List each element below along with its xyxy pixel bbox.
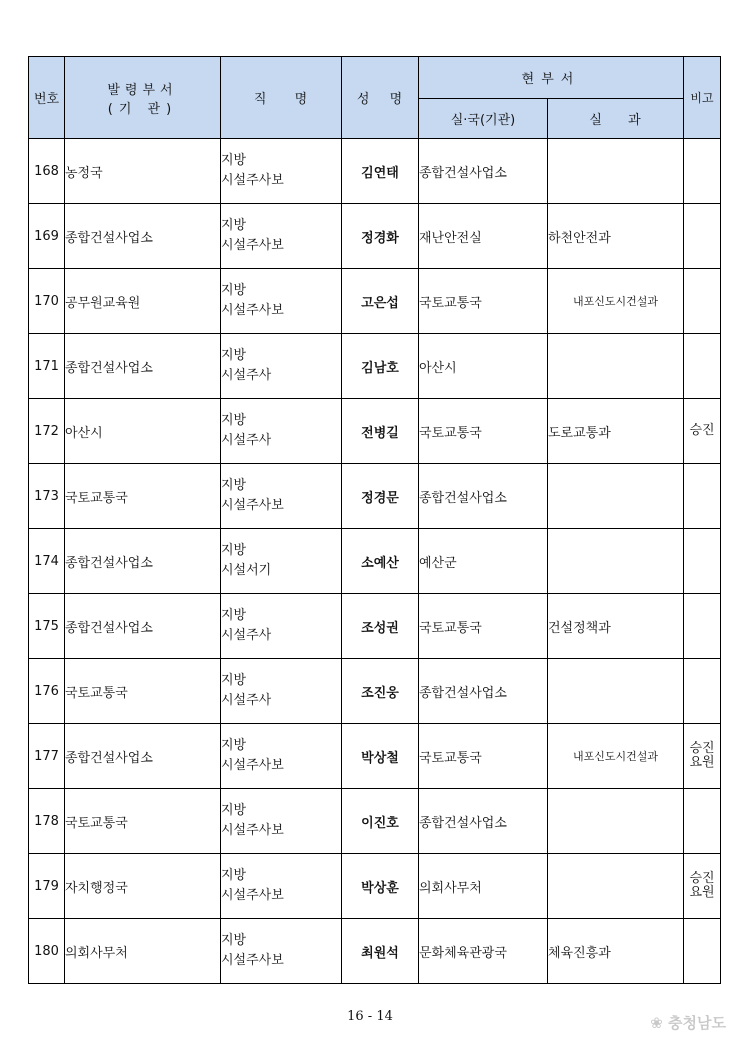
issuing-dept bbox=[65, 464, 221, 529]
position-title bbox=[221, 204, 342, 269]
issuing-dept bbox=[65, 854, 221, 919]
position-line2: 시설주사 bbox=[221, 433, 272, 448]
issuing-dept-text: 아산시 bbox=[65, 425, 103, 441]
current-office-text: 국토교통국 bbox=[419, 620, 482, 636]
position-line1: 지방 bbox=[221, 478, 247, 493]
note bbox=[684, 269, 721, 334]
current-division-text: 건설정책과 bbox=[548, 620, 611, 636]
person-name: 전병길 bbox=[342, 399, 419, 464]
header-name: 성 명 bbox=[342, 57, 419, 139]
issuing-dept-text: 종합건설사업소 bbox=[65, 750, 153, 766]
person-name: 소예산 bbox=[342, 529, 419, 594]
position-title bbox=[221, 529, 342, 594]
row-number: 171 bbox=[29, 334, 65, 399]
current-division bbox=[548, 789, 684, 854]
issuing-dept bbox=[65, 594, 221, 659]
current-division-text: 내포신도시건설과 bbox=[572, 295, 658, 308]
note-line1: 승진 bbox=[689, 423, 715, 438]
row-number: 178 bbox=[29, 789, 65, 854]
position-line2: 시설주사보 bbox=[221, 498, 284, 513]
current-division-text: 하천안전과 bbox=[548, 230, 611, 246]
current-division bbox=[548, 334, 684, 399]
current-office-text: 종합건설사업소 bbox=[419, 165, 507, 181]
issuing-dept bbox=[65, 724, 221, 789]
position-title bbox=[221, 919, 342, 984]
current-office-text: 아산시 bbox=[419, 360, 457, 376]
header-office: 실·국(기관) bbox=[419, 99, 548, 139]
row-number: 174 bbox=[29, 529, 65, 594]
position-line2: 시설주사보 bbox=[221, 303, 284, 318]
table-row bbox=[29, 204, 721, 269]
position-line1: 지방 bbox=[221, 608, 247, 623]
position-title bbox=[221, 854, 342, 919]
current-office bbox=[419, 724, 548, 789]
current-office bbox=[419, 464, 548, 529]
note bbox=[684, 334, 721, 399]
issuing-dept-text: 종합건설사업소 bbox=[65, 555, 153, 571]
position-line1: 지방 bbox=[221, 543, 247, 558]
note bbox=[684, 139, 721, 204]
current-division bbox=[548, 269, 684, 334]
current-division bbox=[548, 854, 684, 919]
current-office-text: 종합건설사업소 bbox=[419, 490, 507, 506]
table-row bbox=[29, 464, 721, 529]
header-current-dept: 현부서 bbox=[419, 57, 684, 99]
issuing-dept bbox=[65, 399, 221, 464]
page-number: 16 - 14 bbox=[347, 1009, 393, 1024]
issuing-dept bbox=[65, 789, 221, 854]
current-division bbox=[548, 204, 684, 269]
position-line1: 지방 bbox=[221, 868, 247, 883]
issuing-dept-text: 농정국 bbox=[65, 165, 103, 181]
header-issuing-dept: 발령부서 (기 관) bbox=[65, 57, 221, 139]
person-name: 김남호 bbox=[342, 334, 419, 399]
header-division: 실 과 bbox=[548, 99, 684, 139]
current-office bbox=[419, 139, 548, 204]
table-row bbox=[29, 334, 721, 399]
table-row bbox=[29, 659, 721, 724]
header-position: 직 명 bbox=[221, 57, 342, 139]
row-number: 176 bbox=[29, 659, 65, 724]
position-line1: 지방 bbox=[221, 738, 247, 753]
position-line2: 시설주사 bbox=[221, 368, 272, 383]
position-line2: 시설서기 bbox=[221, 563, 272, 578]
position-title bbox=[221, 334, 342, 399]
table-row bbox=[29, 854, 721, 919]
person-name: 정경화 bbox=[342, 204, 419, 269]
note bbox=[684, 659, 721, 724]
note bbox=[684, 919, 721, 984]
note bbox=[684, 594, 721, 659]
note-line1: 승진 bbox=[689, 741, 715, 756]
row-number: 170 bbox=[29, 269, 65, 334]
position-title bbox=[221, 594, 342, 659]
table-row bbox=[29, 594, 721, 659]
position-line2: 시설주사보 bbox=[221, 953, 284, 968]
current-office bbox=[419, 919, 548, 984]
issuing-dept-text: 의회사무처 bbox=[65, 945, 128, 961]
row-number: 168 bbox=[29, 139, 65, 204]
issuing-dept-text: 국토교통국 bbox=[65, 685, 128, 701]
personnel-table bbox=[28, 56, 721, 984]
note bbox=[684, 724, 721, 789]
current-office bbox=[419, 529, 548, 594]
position-line1: 지방 bbox=[221, 153, 247, 168]
person-name: 박상철 bbox=[342, 724, 419, 789]
person-name: 정경문 bbox=[342, 464, 419, 529]
position-title bbox=[221, 724, 342, 789]
current-division-text: 체육진흥과 bbox=[548, 945, 611, 961]
issuing-dept-text: 국토교통국 bbox=[65, 815, 128, 831]
current-office bbox=[419, 659, 548, 724]
current-office-text: 종합건설사업소 bbox=[419, 815, 507, 831]
person-name: 조진웅 bbox=[342, 659, 419, 724]
issuing-dept bbox=[65, 529, 221, 594]
current-office bbox=[419, 334, 548, 399]
note bbox=[684, 529, 721, 594]
note-line2: 요원 bbox=[689, 755, 715, 770]
current-office-text: 국토교통국 bbox=[419, 425, 482, 441]
current-division bbox=[548, 399, 684, 464]
current-division bbox=[548, 919, 684, 984]
issuing-dept-text: 종합건설사업소 bbox=[65, 230, 153, 246]
current-division bbox=[548, 139, 684, 204]
person-name: 최원석 bbox=[342, 919, 419, 984]
position-title bbox=[221, 464, 342, 529]
position-line1: 지방 bbox=[221, 348, 247, 363]
row-number: 179 bbox=[29, 854, 65, 919]
issuing-dept-text: 공무원교육원 bbox=[65, 295, 141, 311]
position-line1: 지방 bbox=[221, 933, 247, 948]
row-number: 169 bbox=[29, 204, 65, 269]
position-line2: 시설주사보 bbox=[221, 758, 284, 773]
row-number: 173 bbox=[29, 464, 65, 529]
note bbox=[684, 854, 721, 919]
table-row bbox=[29, 139, 721, 204]
table-row bbox=[29, 399, 721, 464]
table-row bbox=[29, 789, 721, 854]
issuing-dept-text: 종합건설사업소 bbox=[65, 620, 153, 636]
position-line2: 시설주사 bbox=[221, 693, 272, 708]
person-name: 고은섭 bbox=[342, 269, 419, 334]
current-division bbox=[548, 529, 684, 594]
issuing-dept bbox=[65, 659, 221, 724]
current-office bbox=[419, 854, 548, 919]
current-office-text: 재난안전실 bbox=[419, 230, 482, 246]
position-line2: 시설주사보 bbox=[221, 823, 284, 838]
position-title bbox=[221, 269, 342, 334]
issuing-dept bbox=[65, 139, 221, 204]
current-division-text: 내포신도시건설과 bbox=[572, 750, 658, 763]
current-office bbox=[419, 399, 548, 464]
row-number: 177 bbox=[29, 724, 65, 789]
table-row bbox=[29, 919, 721, 984]
current-office-text: 국토교통국 bbox=[419, 750, 482, 766]
chungnam-logo: ❀ 충청남도 bbox=[650, 1014, 726, 1032]
current-office bbox=[419, 789, 548, 854]
table-row bbox=[29, 529, 721, 594]
current-office-text: 의회사무처 bbox=[419, 880, 482, 896]
current-division bbox=[548, 464, 684, 529]
current-office-text: 예산군 bbox=[419, 555, 457, 571]
person-name: 조성권 bbox=[342, 594, 419, 659]
table-row bbox=[29, 724, 721, 789]
note-line2: 요원 bbox=[689, 885, 715, 900]
position-line1: 지방 bbox=[221, 413, 247, 428]
position-title bbox=[221, 659, 342, 724]
issuing-dept-text: 종합건설사업소 bbox=[65, 360, 153, 376]
person-name: 김연태 bbox=[342, 139, 419, 204]
person-name: 이진호 bbox=[342, 789, 419, 854]
position-line1: 지방 bbox=[221, 218, 247, 233]
row-number: 180 bbox=[29, 919, 65, 984]
note bbox=[684, 789, 721, 854]
position-title bbox=[221, 399, 342, 464]
row-number: 172 bbox=[29, 399, 65, 464]
position-line2: 시설주사 bbox=[221, 628, 272, 643]
issuing-dept-text: 자치행정국 bbox=[65, 880, 128, 896]
issuing-dept bbox=[65, 919, 221, 984]
position-line2: 시설주사보 bbox=[221, 238, 284, 253]
current-division-text: 도로교통과 bbox=[548, 425, 611, 441]
header-note: 비고 bbox=[684, 57, 721, 139]
table-row bbox=[29, 269, 721, 334]
issuing-dept bbox=[65, 269, 221, 334]
current-office bbox=[419, 204, 548, 269]
issuing-dept bbox=[65, 334, 221, 399]
current-division bbox=[548, 724, 684, 789]
row-number: 175 bbox=[29, 594, 65, 659]
issuing-dept-text: 국토교통국 bbox=[65, 490, 128, 506]
position-title bbox=[221, 789, 342, 854]
position-line2: 시설주사보 bbox=[221, 888, 284, 903]
position-line1: 지방 bbox=[221, 673, 247, 688]
position-line2: 시설주사보 bbox=[221, 173, 284, 188]
person-name: 박상훈 bbox=[342, 854, 419, 919]
current-office-text: 국토교통국 bbox=[419, 295, 482, 311]
note-line1: 승진 bbox=[689, 871, 715, 886]
position-line1: 지방 bbox=[221, 803, 247, 818]
note bbox=[684, 464, 721, 529]
current-office bbox=[419, 269, 548, 334]
note bbox=[684, 399, 721, 464]
position-title bbox=[221, 139, 342, 204]
issuing-dept bbox=[65, 204, 221, 269]
note bbox=[684, 204, 721, 269]
current-division bbox=[548, 594, 684, 659]
current-office-text: 문화체육관광국 bbox=[419, 945, 507, 961]
header-no: 번호 bbox=[29, 57, 65, 139]
current-office-text: 종합건설사업소 bbox=[419, 685, 507, 701]
position-line1: 지방 bbox=[221, 283, 247, 298]
current-division bbox=[548, 659, 684, 724]
current-office bbox=[419, 594, 548, 659]
